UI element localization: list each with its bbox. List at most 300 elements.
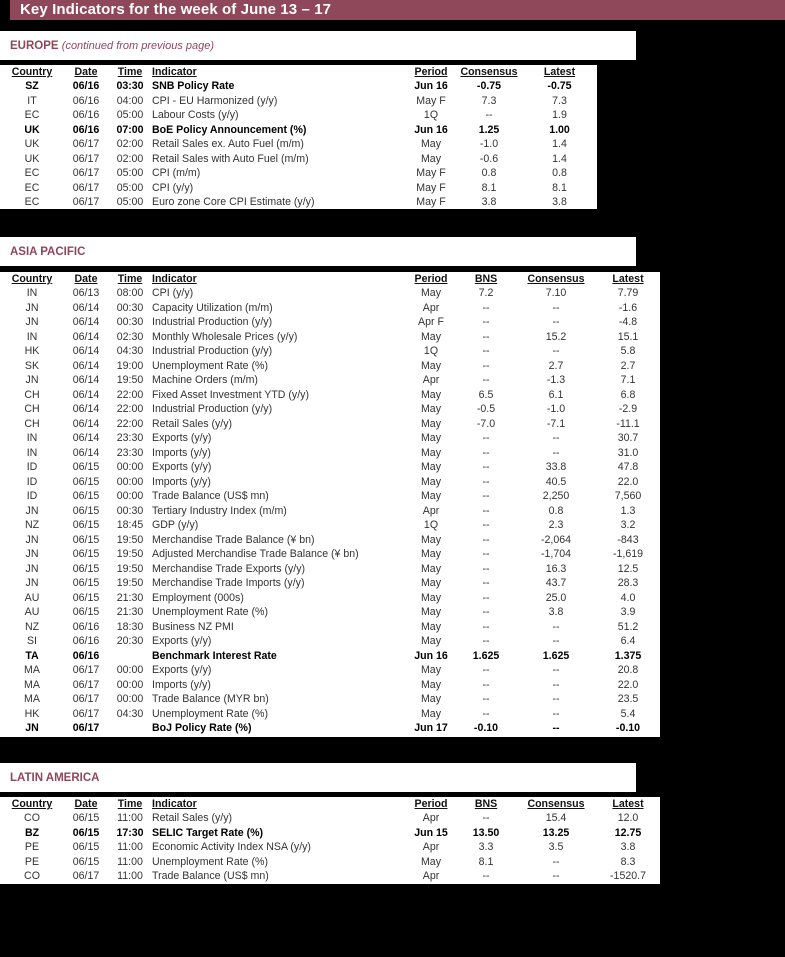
- cell-bns: --: [482, 591, 490, 604]
- cell-date: 06/16: [72, 109, 100, 122]
- cell-latest: 22.0: [617, 475, 639, 488]
- cell-country: JN: [25, 548, 39, 561]
- cell-country: CO: [24, 812, 40, 825]
- cell-date: 06/17: [72, 870, 100, 883]
- cell-period: May: [420, 461, 441, 474]
- cell-time: 00:00: [116, 664, 144, 677]
- cell-country: HK: [24, 345, 40, 358]
- cell-time: 23:30: [116, 446, 144, 459]
- cell-time: 20:30: [116, 635, 144, 648]
- table-row: [0, 707, 660, 722]
- cell-time: 04:30: [116, 707, 144, 720]
- table-row: [0, 417, 660, 432]
- cell-latest: 31.0: [617, 446, 639, 459]
- cell-time: 11:00: [117, 841, 143, 854]
- cell-country: UK: [24, 123, 40, 136]
- cell-date: 06/15: [72, 841, 100, 854]
- cell-time: 22:00: [116, 388, 144, 401]
- cell-period: May: [420, 446, 441, 459]
- cell-consensus: 3.8: [481, 196, 497, 209]
- table-row: [0, 562, 660, 577]
- cell-country: EC: [24, 196, 40, 209]
- cell-indicator: Retail Sales with Auto Fuel (m/m): [152, 152, 309, 165]
- cell-time: 04:00: [116, 94, 144, 107]
- section-subtitle: (continued from previous page): [61, 40, 215, 52]
- cell-date: 06/17: [72, 678, 100, 691]
- cell-period: May: [420, 577, 441, 590]
- cell-time: 19:50: [116, 533, 144, 546]
- cell-latest: 5.8: [620, 345, 636, 358]
- cell-consensus: 2.3: [548, 519, 564, 532]
- cell-indicator: BoJ Policy Rate (%): [152, 722, 252, 735]
- cell-period: May: [420, 475, 441, 488]
- cell-country: CH: [24, 388, 40, 401]
- header-date: Date: [74, 273, 98, 285]
- cell-indicator: Euro zone Core CPI Estimate (y/y): [152, 196, 315, 209]
- cell-period: 1Q: [423, 519, 439, 532]
- cell-time: 11:00: [117, 855, 143, 868]
- page-banner: [10, 0, 785, 20]
- cell-bns: --: [482, 316, 490, 329]
- cell-latest: 12.5: [617, 562, 639, 575]
- cell-latest: 6.8: [620, 388, 636, 401]
- table-row: [0, 504, 660, 519]
- table-row: [0, 475, 660, 490]
- cell-indicator: Trade Balance (MYR bn): [152, 693, 269, 706]
- table-row: [0, 344, 660, 359]
- cell-period: May F: [416, 181, 446, 194]
- cell-indicator: GDP (y/y): [152, 519, 199, 532]
- header-period: Period: [414, 66, 448, 78]
- table-header-row: [0, 65, 597, 79]
- cell-date: 06/17: [72, 196, 100, 209]
- cell-latest: -1520.7: [610, 870, 646, 883]
- cell-time: 05:00: [116, 109, 144, 122]
- table-row: [0, 108, 597, 123]
- section-name: [10, 40, 214, 52]
- cell-date: 06/15: [72, 826, 100, 839]
- cell-indicator: Industrial Production (y/y): [152, 403, 273, 416]
- cell-period: Apr: [422, 870, 440, 883]
- cell-date: 06/17: [72, 707, 100, 720]
- cell-bns: --: [482, 475, 490, 488]
- cell-date: 06/15: [72, 812, 100, 825]
- cell-bns: 6.5: [478, 388, 494, 401]
- cell-time: 22:00: [116, 403, 144, 416]
- cell-consensus: --: [552, 316, 560, 329]
- cell-latest: 7.1: [620, 374, 636, 387]
- europe-table: [0, 65, 597, 210]
- cell-consensus: 3.8: [548, 606, 564, 619]
- cell-period: Apr F: [418, 316, 444, 329]
- latam-table-container: [0, 797, 660, 884]
- cell-indicator: Exports (y/y): [152, 664, 212, 677]
- cell-latest: 3.2: [620, 519, 636, 532]
- cell-country: JN: [25, 577, 39, 590]
- cell-time: 00:00: [116, 678, 144, 691]
- cell-country: CO: [24, 870, 40, 883]
- header-consensus: Consensus: [527, 798, 585, 810]
- cell-date: 06/15: [72, 577, 100, 590]
- cell-time: 19:00: [116, 359, 144, 372]
- cell-date: 06/15: [72, 504, 100, 517]
- cell-time: 19:50: [116, 374, 144, 387]
- cell-bns: --: [482, 693, 490, 706]
- header-time: Time: [117, 273, 143, 285]
- cell-consensus: --: [552, 345, 560, 358]
- cell-bns: --: [482, 461, 490, 474]
- table-row: [0, 460, 660, 475]
- cell-period: May: [420, 606, 441, 619]
- cell-bns: -0.5: [476, 403, 496, 416]
- cell-indicator: Trade Balance (US$ mn): [152, 490, 269, 503]
- cell-consensus: 40.5: [545, 475, 567, 488]
- cell-time: 21:30: [116, 591, 144, 604]
- table-row: [0, 634, 660, 649]
- section-name: LATIN AMERICA: [10, 772, 100, 784]
- cell-bns: -0.10: [473, 722, 499, 735]
- cell-time: 05:00: [116, 167, 144, 180]
- cell-time: 18:45: [116, 519, 144, 532]
- cell-date: 06/17: [72, 167, 100, 180]
- table-row: [0, 123, 597, 138]
- cell-time: 00:00: [116, 693, 144, 706]
- table-row: [0, 181, 597, 196]
- table-row: [0, 166, 597, 181]
- cell-period: May: [420, 432, 441, 445]
- cell-bns: --: [482, 359, 490, 372]
- cell-date: 06/16: [72, 94, 100, 107]
- cell-latest: 7.3: [552, 94, 567, 107]
- section-name-text: EUROPE: [10, 40, 59, 52]
- cell-date: 06/13: [72, 287, 100, 300]
- header-latest: Latest: [612, 273, 644, 285]
- cell-period: May: [420, 403, 441, 416]
- cell-consensus: 6.1: [548, 388, 564, 401]
- cell-indicator: CPI (m/m): [152, 167, 201, 180]
- cell-country: NZ: [24, 519, 40, 532]
- header-consensus: Consensus: [527, 273, 585, 285]
- cell-bns: --: [482, 635, 490, 648]
- cell-consensus: --: [552, 620, 560, 633]
- cell-time: 22:00: [116, 417, 144, 430]
- cell-country: UK: [24, 138, 40, 151]
- cell-consensus: --: [552, 870, 560, 883]
- cell-consensus: --: [552, 722, 560, 735]
- cell-indicator: Retail Sales (y/y): [152, 417, 233, 430]
- cell-indicator: CPI (y/y): [152, 181, 194, 194]
- cell-indicator: Merchandise Trade Exports (y/y): [152, 562, 306, 575]
- cell-period: May: [420, 533, 441, 546]
- cell-bns: --: [482, 432, 490, 445]
- cell-period: Jun 16: [414, 123, 448, 136]
- cell-date: 06/17: [72, 181, 100, 194]
- cell-time: 05:00: [116, 196, 144, 209]
- table-row: [0, 489, 660, 504]
- cell-consensus: -1.0: [479, 138, 499, 151]
- cell-indicator: Industrial Production (y/y): [152, 345, 273, 358]
- cell-latest: 1.375: [614, 649, 642, 662]
- cell-consensus: 7.3: [481, 94, 497, 107]
- cell-bns: --: [482, 345, 490, 358]
- cell-indicator: BoE Policy Announcement (%): [152, 123, 307, 136]
- section-title-asia-pacific: [0, 237, 636, 266]
- cell-bns: --: [482, 519, 490, 532]
- table-row: [0, 94, 597, 109]
- table-row: [0, 826, 660, 841]
- cell-time: 11:00: [117, 870, 143, 883]
- cell-consensus: --: [552, 678, 560, 691]
- cell-time: 17:30: [116, 826, 144, 839]
- cell-consensus: 15.4: [545, 812, 567, 825]
- cell-period: Jun 17: [414, 722, 448, 735]
- cell-consensus: --: [552, 635, 560, 648]
- cell-date: 06/17: [72, 664, 100, 677]
- cell-latest: -0.10: [615, 722, 641, 735]
- cell-period: May: [420, 620, 441, 633]
- cell-country: JN: [25, 562, 39, 575]
- cell-country: AU: [24, 591, 40, 604]
- cell-country: UK: [24, 152, 40, 165]
- cell-period: May: [420, 562, 441, 575]
- header-period: Period: [414, 273, 448, 285]
- header-latest: Latest: [543, 66, 576, 78]
- cell-date: 06/15: [72, 548, 100, 561]
- table-row: [0, 286, 660, 301]
- cell-period: May F: [416, 196, 446, 209]
- cell-indicator: Imports (y/y): [152, 475, 211, 488]
- cell-consensus: 1.625: [542, 649, 570, 662]
- table-row: [0, 315, 660, 330]
- cell-country: CH: [24, 417, 40, 430]
- cell-period: May: [420, 388, 441, 401]
- cell-latest: -11.1: [616, 417, 640, 430]
- table-row: [0, 605, 660, 620]
- cell-period: May: [420, 855, 441, 868]
- cell-country: SZ: [25, 80, 39, 93]
- cell-bns: --: [482, 533, 490, 546]
- table-row: [0, 373, 660, 388]
- cell-latest: 23.5: [617, 693, 639, 706]
- cell-date: 06/17: [72, 722, 100, 735]
- cell-latest: -1.6: [618, 301, 638, 314]
- cell-bns: --: [482, 577, 490, 590]
- cell-country: HK: [24, 707, 40, 720]
- table-row: [0, 152, 597, 167]
- table-row: [0, 721, 660, 736]
- header-date: Date: [74, 798, 98, 810]
- cell-country: CH: [24, 403, 40, 416]
- table-row: [0, 195, 597, 210]
- cell-indicator: Exports (y/y): [152, 461, 212, 474]
- cell-latest: 15.1: [617, 330, 639, 343]
- cell-date: 06/14: [72, 359, 100, 372]
- cell-consensus: 13.25: [542, 826, 570, 839]
- cell-time: 07:00: [116, 123, 144, 136]
- cell-latest: 12.0: [617, 812, 639, 825]
- cell-latest: -843: [617, 533, 639, 546]
- cell-period: May: [420, 138, 441, 151]
- cell-consensus: 1.25: [478, 123, 500, 136]
- cell-indicator: Merchandise Trade Imports (y/y): [152, 577, 305, 590]
- cell-consensus: 15.2: [545, 330, 567, 343]
- cell-latest: -2.9: [618, 403, 638, 416]
- cell-country: SK: [24, 359, 40, 372]
- header-bns: BNS: [474, 273, 498, 285]
- asia-table-container: [0, 272, 660, 737]
- cell-latest: 1.3: [620, 504, 636, 517]
- cell-bns: --: [482, 301, 490, 314]
- cell-country: EC: [24, 109, 40, 122]
- cell-consensus: 8.1: [481, 181, 497, 194]
- table-row: [0, 518, 660, 533]
- table-row: [0, 388, 660, 403]
- cell-time: 19:50: [116, 548, 144, 561]
- cell-consensus: -2,064: [540, 533, 572, 546]
- cell-period: May: [420, 707, 441, 720]
- cell-time: 11:00: [117, 812, 143, 825]
- cell-date: 06/14: [72, 446, 100, 459]
- cell-date: 06/14: [72, 403, 100, 416]
- cell-period: May F: [416, 167, 446, 180]
- cell-time: 02:00: [116, 138, 144, 151]
- cell-period: Jun 16: [414, 649, 448, 662]
- cell-latest: 12.75: [614, 826, 642, 839]
- table-row: [0, 446, 660, 461]
- cell-consensus: -0.6: [479, 152, 499, 165]
- cell-indicator: Economic Activity Index NSA (y/y): [152, 841, 311, 854]
- header-country: Country: [11, 798, 53, 810]
- cell-country: EC: [24, 167, 40, 180]
- cell-country: MA: [24, 693, 40, 706]
- cell-period: May: [420, 635, 441, 648]
- cell-country: IN: [26, 287, 38, 300]
- cell-period: Apr: [422, 812, 440, 825]
- cell-indicator: CPI (y/y): [152, 287, 194, 300]
- cell-country: IN: [26, 446, 38, 459]
- cell-period: May: [420, 548, 441, 561]
- cell-period: 1Q: [423, 345, 439, 358]
- cell-latest: 4.0: [620, 591, 636, 604]
- cell-time: 00:00: [116, 461, 144, 474]
- europe-table-container: [0, 65, 597, 209]
- cell-country: JN: [25, 722, 39, 735]
- cell-period: May: [420, 678, 441, 691]
- cell-date: 06/14: [72, 345, 100, 358]
- cell-latest: 5.4: [620, 707, 636, 720]
- cell-indicator: Merchandise Trade Balance (¥ bn): [152, 533, 315, 546]
- cell-consensus: 43.7: [545, 577, 567, 590]
- cell-time: 00:30: [116, 504, 144, 517]
- page-title: Key Indicators for the week of June 13 – 17: [20, 1, 332, 18]
- table-row: [0, 533, 660, 548]
- cell-bns: --: [482, 562, 490, 575]
- cell-consensus: --: [552, 301, 560, 314]
- cell-indicator: Business NZ PMI: [152, 620, 234, 633]
- cell-date: 06/16: [72, 635, 100, 648]
- cell-date: 06/17: [72, 138, 100, 151]
- cell-country: MA: [24, 678, 40, 691]
- table-row: [0, 840, 660, 855]
- table-row: [0, 402, 660, 417]
- cell-indicator: SELIC Target Rate (%): [152, 826, 264, 839]
- table-row: [0, 79, 597, 94]
- table-row: [0, 576, 660, 591]
- cell-country: JN: [25, 301, 39, 314]
- cell-date: 06/16: [72, 123, 100, 136]
- cell-country: IN: [26, 330, 38, 343]
- cell-latest: 3.9: [620, 606, 636, 619]
- cell-latest: 47.8: [617, 461, 639, 474]
- table-row: [0, 359, 660, 374]
- cell-period: May: [420, 330, 441, 343]
- cell-period: Apr: [422, 374, 440, 387]
- cell-consensus: 2,250: [542, 490, 570, 503]
- cell-consensus: 25.0: [545, 591, 567, 604]
- table-row: [0, 137, 597, 152]
- cell-indicator: CPI - EU Harmonized (y/y): [152, 94, 278, 107]
- table-row: [0, 855, 660, 870]
- cell-date: 06/15: [72, 519, 100, 532]
- cell-bns: 13.50: [472, 826, 500, 839]
- header-time: Time: [117, 66, 143, 78]
- cell-date: 06/14: [72, 316, 100, 329]
- cell-time: 00:00: [116, 475, 144, 488]
- cell-country: BZ: [24, 826, 40, 839]
- cell-bns: --: [482, 664, 490, 677]
- cell-indicator: Tertiary Industry Index (m/m): [152, 504, 287, 517]
- cell-period: May: [420, 287, 441, 300]
- table-row: [0, 869, 660, 884]
- cell-latest: 3.8: [552, 196, 567, 209]
- cell-country: AU: [24, 606, 40, 619]
- cell-date: 06/15: [72, 606, 100, 619]
- cell-consensus: --: [552, 664, 560, 677]
- cell-latest: 3.8: [620, 841, 636, 854]
- table-row: [0, 330, 660, 345]
- cell-latest: -4.8: [618, 316, 638, 329]
- cell-time: 23:30: [116, 432, 144, 445]
- table-row: [0, 620, 660, 635]
- cell-date: 06/17: [72, 152, 100, 165]
- cell-consensus: --: [552, 707, 560, 720]
- cell-consensus: 0.8: [481, 167, 497, 180]
- cell-period: Apr: [422, 504, 440, 517]
- cell-country: NZ: [24, 620, 40, 633]
- cell-bns: --: [482, 606, 490, 619]
- cell-indicator: Capacity Utilization (m/m): [152, 301, 273, 314]
- cell-indicator: Industrial Production (y/y): [152, 316, 273, 329]
- cell-consensus: 2.7: [548, 359, 564, 372]
- cell-latest: 6.4: [620, 635, 636, 648]
- table-row: [0, 811, 660, 826]
- cell-date: 06/15: [72, 591, 100, 604]
- cell-bns: --: [482, 504, 490, 517]
- cell-time: 00:30: [116, 316, 144, 329]
- cell-country: EC: [24, 181, 40, 194]
- cell-bns: --: [482, 707, 490, 720]
- cell-consensus: --: [485, 109, 493, 122]
- cell-latest: 1.4: [552, 138, 567, 151]
- cell-consensus: --: [552, 855, 560, 868]
- cell-latest: 1.9: [552, 109, 567, 122]
- header-indicator: Indicator: [152, 273, 197, 285]
- cell-date: 06/14: [72, 388, 100, 401]
- cell-indicator: SNB Policy Rate: [152, 80, 235, 93]
- cell-country: MA: [24, 664, 40, 677]
- table-row: [0, 301, 660, 316]
- cell-period: May: [420, 591, 441, 604]
